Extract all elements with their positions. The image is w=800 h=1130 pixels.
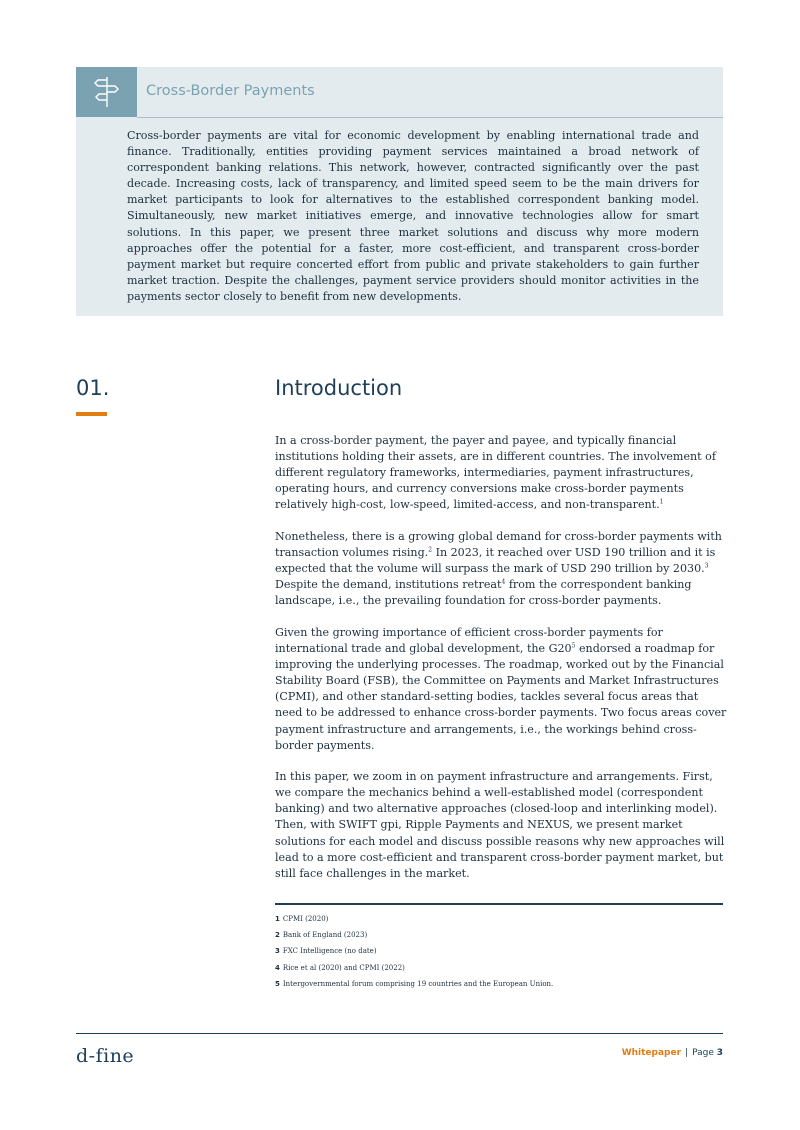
footnote-ref[interactable]: 2 xyxy=(428,546,433,554)
company-logo: d-fine xyxy=(76,1045,135,1067)
footnote-item: 4 Rice et al (2020) and CPMI (2022) xyxy=(275,963,405,972)
footnote-item: 5 Intergovernmental forum comprising 19 countries and the European Union. xyxy=(275,979,554,988)
paragraph-3: Given the growing importance of efficient cross-border payments for international trade and global development, the $G20^5$ endorsed a roadmap for improving the underlying processes. The roadmap, worked out by the Financial Stability Board (FSB), the Committee on Payments and Market Infrastructures (CPMI), and other standard-setting bodies, tackles several focus areas that need to be addressed to enhance cross-border payments. Two focus areas cover payment infrastructure and arrangements, i.e., the workings behind cross-border payments. xyxy=(275,625,727,752)
paragraph-4: In this paper, we zoom in on payment infrastructure and arrangements. First, we compare the mechanics behind a well-established model (correspondent banking) and two alternative approaches (closed-loop and interlinking model). Then, with SWIFT gpi, Ripple Payments and NEXUS, we present market solutions for each model and discuss possible reasons why new approaches will lead to a more cost-efficient and transparent cross-border payment market, but still face challenges in the market. xyxy=(275,770,725,880)
section-number: 01. xyxy=(76,376,110,400)
abstract-box xyxy=(76,67,723,316)
paragraph-1: In a cross-border payment, the payer and payee, and typically financial institutions holding their assets, are in different countries. The involvement of different regulatory frameworks, intermediaries, payment infrastructures, operating hours, and currency conversions make cross-border payments relatively high-cost, low-speed, limited-access, and non-transparent.$^1$ xyxy=(275,434,716,512)
footnote-divider xyxy=(275,903,723,905)
document-type-label: Whitepaper xyxy=(621,1048,682,1058)
abstract-divider xyxy=(137,117,723,118)
footer-divider xyxy=(76,1033,723,1034)
section-accent-bar xyxy=(76,412,107,416)
footnote-ref[interactable]: 4 xyxy=(501,578,506,586)
footnote-item: 2 Bank of England (2023) xyxy=(275,931,368,940)
page-number: 3 xyxy=(716,1048,723,1058)
signpost-icon xyxy=(76,67,137,117)
page-footer xyxy=(622,1048,723,1058)
footnote-ref[interactable]: 1 xyxy=(659,498,664,506)
paragraph-2: Nonetheless, there is a growing global demand for cross-border payments with transaction volumes rising.$^2$ In 2023, it reached over USD 190 trillion and it is expected that the volume will surpass the mark of USD 290 trillion by 2030.$^3$ Despite the demand, institutions retreat$^4$ from the correspondent banking landscape, i.e., the prevailing foundation for cross-border payments. xyxy=(275,529,722,608)
footer-separator: | xyxy=(685,1048,689,1058)
page-prefix: Page xyxy=(692,1048,714,1058)
footnote-ref[interactable]: 3 xyxy=(704,562,709,570)
section-title: Introduction xyxy=(275,376,403,400)
abstract-text: Cross-border payments are vital for economic development by enabling international trade and finance. Traditionally, entities providing payment services maintained a broad network of correspondent banking relations. This network, however, contracted significantly over the past decade. Increasing costs, lack of transparency, and limited speed seem to be the main drivers for market participants to look for alternatives to the established correspondent banking model. Simultaneously, new market initiatives emerge, and innovative technologies allow for smart solutions. In this paper, we present three market solutions and discuss why more modern approaches offer the potential for a faster, more cost-efficient, and transparent cross-border payment market but require concerted effort from public and private stakeholders to gain further market traction. Despite the challenges, payment service providers should monitor activities in the payments sector closely to benefit from new developments. xyxy=(127,129,699,303)
abstract-title: Cross-Border Payments xyxy=(146,83,315,99)
footnotes xyxy=(275,911,723,992)
footnote-item: 1 CPMI (2020) xyxy=(275,915,329,923)
body-text xyxy=(275,433,727,897)
footnote-item: 3 FXC Intelligence (no date) xyxy=(275,947,377,956)
footnote-ref[interactable]: 5 xyxy=(571,642,576,650)
